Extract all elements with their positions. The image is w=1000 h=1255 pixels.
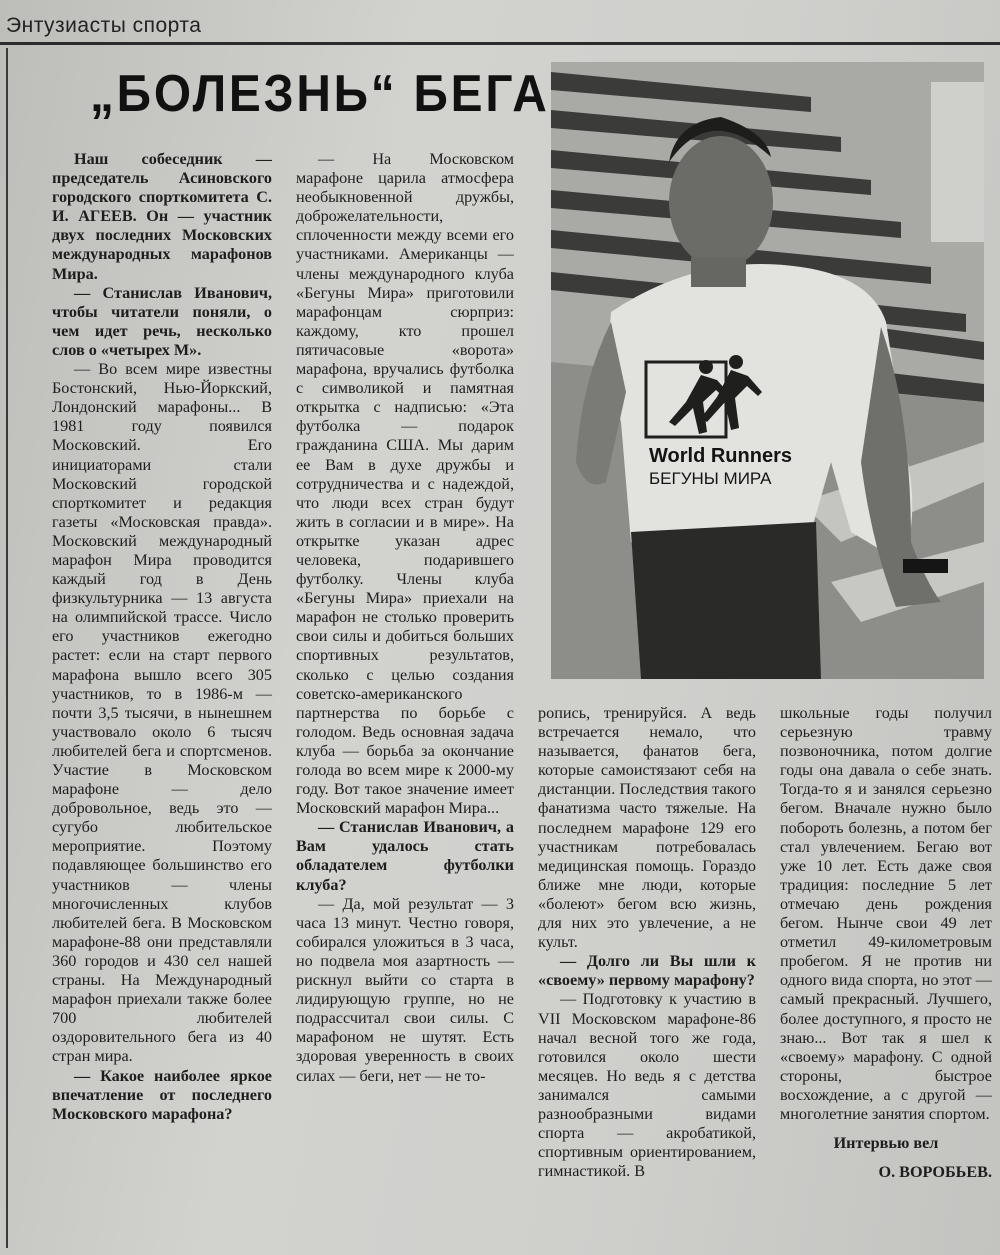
shirt-text-russian: БЕГУНЫ МИРА (649, 469, 772, 488)
column-3 (538, 704, 756, 1249)
section-rubric: Энтузиасты спорта (6, 14, 202, 37)
credit-line: Интервью вел (833, 1134, 939, 1153)
interview-question: — Долго ли Вы шли к «своему» первому марафону? (538, 952, 756, 990)
interview-question: Наш собеседник — председатель Асиновского городского спорткомитета С. И. АГЕЕВ. Он — участник двух последних Московских международных марафонов Мира. (52, 150, 272, 283)
interview-credit (780, 1134, 992, 1182)
interview-question: — Станислав Иванович, чтобы читатели поняли, о чем идет речь, несколько слов о «четырех М». (52, 283, 272, 359)
article-paragraph: — На Московском марафоне царила атмосфера необыкновенной дружбы, доброжелательности, сплоченности между всеми его участниками. Американцы — члены международного клуба «Бегуны Мира» приготовили марафонцам сюрприз: каждому, кто прошел пятичасовые «ворота» марафона, вручались футболка с символикой и памятная открытка с надписью: «Эта футболка — подарок гражданина США. Мы дарим ее Вам в духе дружбы и сотрудничества и с надеждой, что люди всех стран будут жить в согласии и в мире». На открытке указан адрес человека, подарившего футболку. Члены клуба «Бегуны Мира» приехали на марафон не столько проверить свои силы и добиться больших спортивных результатов, сколько с целью создания советско-американского партнерства по борьбе с голодом. Ведь основная задача клуба — борьба за окончание голода во всем мире к 2000-му году. Вот такое значение имеет Московский марафон Мира... (296, 150, 514, 818)
left-rule (6, 48, 8, 1248)
runner-photo (551, 62, 984, 679)
article-paragraph: ропись, тренируйся. А ведь встречается немало, что называется, фанатов бега, которые самоистязают себя на дистанции. Последствия такого фанатизма часто тяжелые. На последнем марафоне 129 его участникам потребовалась медицинская помощь. Гораздо ближе мне люди, которые «болеют» бегом всю жизнь, для них это увлечение, а не культ. (538, 704, 756, 952)
article-headline: „БОЛЕЗНЬ“ БЕГА (90, 65, 550, 123)
article-paragraph: школьные годы получил серьезную травму позвоночника, потом долгие годы она давала о себе знать. Тогда-то я и занялся серьезно бегом. Вначале нужно было побороть болезнь, а потом бег стал увлечением. Бегаю вот уже 10 лет. Есть даже своя традиция: последние 5 лет отмечаю день рождения бегом. Нынче свои 49 лет отметил 49-километровым пробегом. Я не против ни одного вида спорта, но этот — самый прекрасный. Лучшего, более доступного, я просто не знаю... Вот так я шел к «своему» марафону. С одной стороны, быстрое восхождение, а с другой — многолетние занятия спортом. (780, 704, 992, 1123)
column-2 (296, 150, 514, 1245)
shirt-text-english: World Runners (649, 445, 792, 467)
article-paragraph: — Подготовку к участию в VII Московском марафоне-86 начал весной того же года, готовился около шести месяцев. Но ведь я с детства занимался самыми разнообразными видами спорта — акробатикой, спортивным ориентированием, гимнастикой. В (538, 990, 756, 1181)
top-rule (0, 42, 1000, 45)
article-paragraph: — Во всем мире известны Бостонский, Нью-Йоркский, Лондонский марафоны... В 1981 году появился Московский. Его инициаторами стали Московский городской спорткомитет и редакция газеты «Московская правда». Московский международный марафон Мира проводится каждый год в День физкультурника — 13 августа на олимпийской трассе. Число его участников ежегодно растет: если на старт первого марафона вышло всего 305 участников, то в 1986-м — почти 3,5 тысячи, в нынешнем участвовало около 6 тысяч любителей бега и спортсменов. Участие в Московском марафоне — дело добровольное, ведь это — сугубо любительское мероприятие. Поэтому подавляющее большинство его участников — члены многочисленных клубов любителей бега. В Московском марафоне-88 они представляли 360 городов и 430 сел нашей страны. На Международный марафон приехали также более 700 любителей оздоровительного бега из 40 стран мира. (52, 360, 272, 1066)
interview-question: — Станислав Иванович, а Вам удалось стать обладателем футболки клуба? (296, 818, 514, 894)
column-1 (52, 150, 272, 1245)
credit-author: О. ВОРОБЬЕВ. (878, 1163, 992, 1182)
article-paragraph: — Да, мой результат — 3 часа 13 минут. Честно говоря, собирался уложиться в 3 часа, но подвела моя азартность — рискнул выйти со старта в лидирующую группе, но не подрассчитал свои силы. С марафоном не шутят. Есть здоровая уверенность в своих силах — беги, нет — не то- (296, 894, 514, 1085)
photo-illustration (551, 62, 984, 679)
column-4 (780, 704, 992, 1249)
interview-question: — Какое наиболее яркое впечатление от последнего Московского марафона? (52, 1066, 272, 1123)
